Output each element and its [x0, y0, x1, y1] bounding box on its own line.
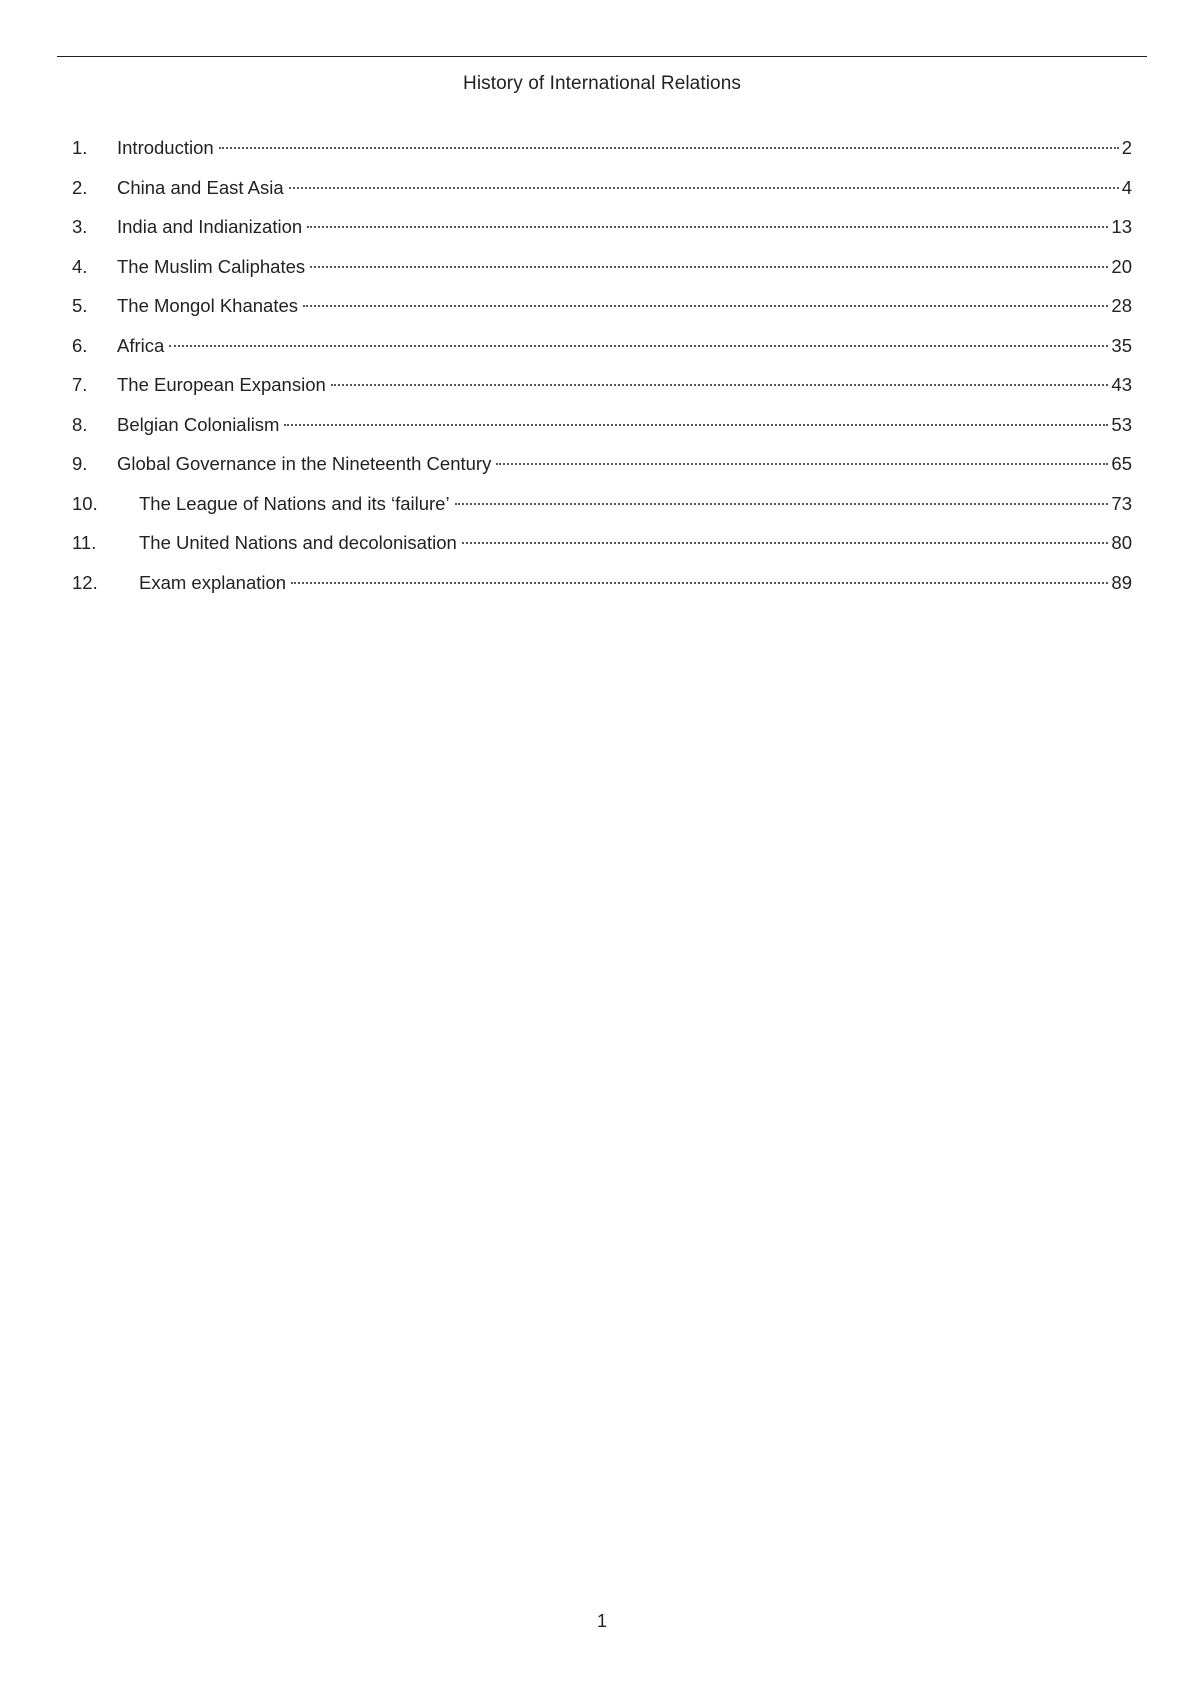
- toc-entry-number: 8.: [72, 413, 88, 435]
- toc-entry-page: 80: [1111, 532, 1132, 553]
- toc-dot-leader: [310, 266, 1108, 268]
- toc-entry-title: The United Nations and decolonisation: [139, 532, 457, 553]
- toc-entry-title: Global Governance in the Nineteenth Century: [117, 453, 492, 474]
- toc-entry[interactable]: [72, 413, 1132, 453]
- toc-entry-page: 35: [1111, 334, 1132, 356]
- toc-entry-title: Africa: [117, 334, 165, 356]
- toc-entry[interactable]: [72, 452, 1132, 492]
- toc-entry-page: 89: [1111, 571, 1132, 593]
- document-title: History of International Relations: [463, 73, 741, 94]
- toc-entry[interactable]: [72, 176, 1132, 216]
- toc-entry-number: 12.: [72, 571, 98, 593]
- toc-entry[interactable]: [72, 373, 1132, 413]
- toc-entry-title: Belgian Colonialism: [117, 413, 280, 435]
- toc-entry-number: 4.: [72, 255, 88, 277]
- toc-entry-page: 53: [1111, 413, 1132, 435]
- toc-entry[interactable]: [72, 136, 1132, 176]
- toc-entry[interactable]: [72, 215, 1132, 255]
- toc-entry-page: 2: [1121, 137, 1132, 158]
- toc-entry[interactable]: [72, 255, 1132, 295]
- toc-entry-page: 20: [1111, 255, 1132, 277]
- toc-dot-leader: [291, 582, 1108, 584]
- toc-entry-page: 4: [1121, 176, 1132, 198]
- toc-entry-number: 3.: [72, 216, 88, 237]
- toc-entry-title: The Mongol Khanates: [117, 295, 299, 316]
- header-rule: [57, 56, 1147, 57]
- toc-entry-number: 10.: [72, 492, 98, 514]
- toc-entry[interactable]: [72, 571, 1132, 611]
- toc-dot-leader: [289, 187, 1119, 189]
- toc-entry-number: 7.: [72, 374, 88, 395]
- toc-entry-title: The League of Nations and its ‘failure’: [139, 492, 450, 514]
- toc-entry-title: The Muslim Caliphates: [117, 255, 306, 277]
- toc-entry-title: India and Indianization: [117, 216, 303, 237]
- table-of-contents: [72, 136, 1132, 610]
- toc-dot-leader: [219, 147, 1119, 149]
- toc-dot-leader: [455, 503, 1109, 505]
- toc-dot-leader: [462, 542, 1109, 544]
- toc-entry-number: 5.: [72, 295, 88, 316]
- toc-entry-title: China and East Asia: [117, 176, 284, 198]
- toc-entry-title: Introduction: [117, 137, 214, 158]
- toc-entry-page: 73: [1111, 492, 1132, 514]
- toc-entry-page: 28: [1111, 295, 1132, 316]
- toc-entry-title: Exam explanation: [139, 571, 287, 593]
- toc-entry-number: 9.: [72, 453, 88, 474]
- toc-dot-leader: [169, 345, 1108, 347]
- toc-dot-leader: [331, 384, 1109, 386]
- toc-entry-number: 6.: [72, 334, 88, 356]
- toc-entry-page: 13: [1111, 216, 1132, 237]
- toc-entry-title: The European Expansion: [117, 374, 326, 395]
- toc-entry[interactable]: [72, 492, 1132, 532]
- toc-dot-leader: [303, 305, 1108, 307]
- toc-entry-number: 2.: [72, 176, 88, 198]
- toc-entry-number: 11.: [72, 532, 97, 553]
- page-number: 1: [596, 1611, 607, 1631]
- toc-entry-page: 43: [1111, 374, 1132, 395]
- toc-entry-number: 1.: [72, 137, 88, 158]
- toc-dot-leader: [284, 424, 1108, 426]
- toc-entry[interactable]: [72, 531, 1132, 571]
- toc-entry[interactable]: [72, 334, 1132, 374]
- toc-dot-leader: [496, 463, 1108, 465]
- toc-entry[interactable]: [72, 294, 1132, 334]
- toc-entry-page: 65: [1111, 453, 1132, 474]
- toc-dot-leader: [307, 226, 1108, 228]
